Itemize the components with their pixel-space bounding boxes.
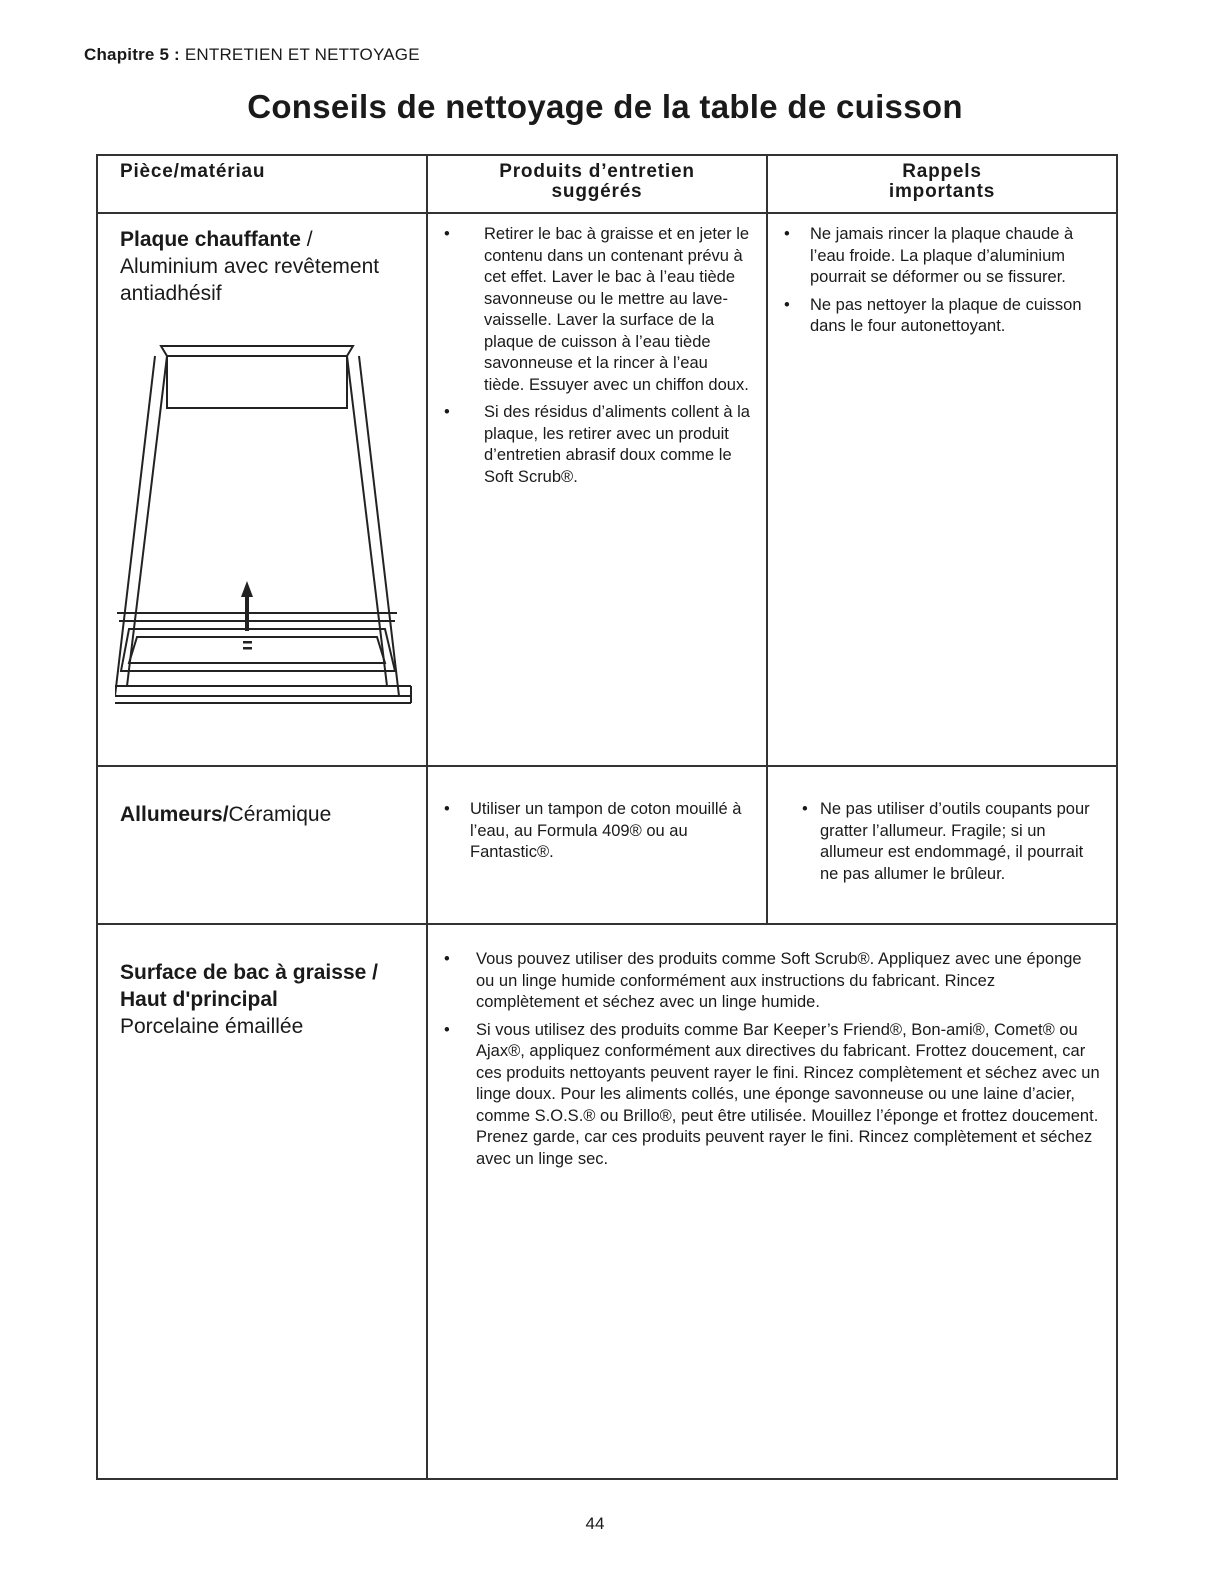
griddle-icon	[115, 341, 415, 711]
part-material: Céramique	[228, 803, 332, 826]
part-label	[98, 214, 426, 307]
list-item: • Ne pas utiliser d’outils coupants pour gratter l’allumeur. Fragile; si un allumeur est endommagé, il pourrait ne pas allumer le brûleur.	[802, 799, 1102, 885]
part-cell	[97, 766, 427, 924]
part-name-2: Haut d'principal	[120, 988, 278, 1011]
list-item: • Ne jamais rincer la plaque chaude à l’eau froide. La plaque d’aluminium pourrait se déformer ou se fissurer.	[784, 224, 1102, 289]
products-list	[428, 214, 766, 488]
reminders-cell	[767, 213, 1117, 766]
table-header-row	[97, 155, 1117, 213]
part-label	[98, 925, 426, 1040]
part-cell	[97, 213, 427, 766]
reminders-list	[768, 767, 1116, 885]
part-separator: /	[300, 228, 313, 251]
reminders-list	[768, 214, 1116, 338]
reminders-cell	[767, 766, 1117, 924]
chapter-title: ENTRETIEN ET NETTOYAGE	[184, 45, 420, 64]
table-row	[97, 213, 1117, 766]
cleaning-tips-table	[96, 154, 1118, 1480]
list-item: • Vous pouvez utiliser des produits comme Soft Scrub®. Appliquez avec une éponge ou un linge humide conformément aux instructions du fabricant. Rincez complètement et séchez avec un linge humide.	[444, 949, 1102, 1014]
part-material: Porcelaine émaillée	[120, 1015, 304, 1038]
products-list	[428, 767, 766, 864]
col-header-reminders-line1: Rappels	[902, 161, 982, 182]
part-name: Surface de bac à graisse /	[120, 961, 378, 984]
list-item: • Utiliser un tampon de coton mouillé à l’eau, au Formula 409® ou au Fantastic®.	[444, 799, 752, 864]
table-row	[97, 924, 1117, 1479]
col-header-products-line2: suggérés	[551, 181, 643, 202]
page-number: 44	[585, 1514, 605, 1533]
col-header-products	[427, 155, 767, 213]
list-item: • Si vous utilisez des produits comme Bar Keeper’s Friend®, Bon-ami®, Comet® ou Ajax®, appliquez conformément aux directives du fabricant. Frottez doucement, car ces produits nettoyants peuvent rayer le fini. Rincez complètement et séchez avec un linge doux. Pour les aliments collés, une éponge savonneuse ou une laine d’acier, comme S.O.S.® ou Brillo®, peut être utilisée. Mouillez l’éponge et frottez doucement. Prenez garde, car ces produits peuvent rayer le fini. Rincez complètement et séchez avec un linge sec.	[444, 1020, 1102, 1171]
part-name: Plaque chauffante	[120, 228, 301, 251]
table-row	[97, 766, 1117, 924]
products-cell	[427, 766, 767, 924]
products-list	[428, 925, 1116, 1170]
list-item: • Si des résidus d’aliments collent à la plaque, les retirer avec un produit d’entretien abrasif doux comme le Soft Scrub®.	[444, 402, 752, 488]
col-header-reminders-line2: importants	[888, 181, 996, 202]
col-header-reminders	[767, 155, 1117, 213]
part-name: Allumeurs/	[120, 803, 229, 826]
part-material: Aluminium avec revêtement antiadhésif	[120, 255, 380, 305]
col-header-products-line1: Produits d’entretien	[499, 161, 695, 182]
list-item: • Ne pas nettoyer la plaque de cuisson dans le four autonettoyant.	[784, 295, 1102, 338]
col-header-part: Pièce/matériau	[97, 155, 427, 213]
chapter-heading	[84, 45, 420, 65]
products-cell	[427, 213, 767, 766]
page-title: Conseils de nettoyage de la table de cuisson	[247, 88, 963, 125]
products-cell	[427, 924, 1117, 1479]
part-label	[98, 767, 426, 828]
part-cell	[97, 924, 427, 1479]
list-item: • Retirer le bac à graisse et en jeter le contenu dans un contenant prévu à cet effet. Laver le bac à l’eau tiède savonneuse ou le mettre au lave-vaisselle. Laver la surface de la plaque de cuisson à l’eau tiède savonneuse et la rincer à l’eau tiède. Essuyer avec un chiffon doux.	[444, 224, 752, 396]
chapter-label: Chapitre 5 :	[84, 45, 180, 64]
